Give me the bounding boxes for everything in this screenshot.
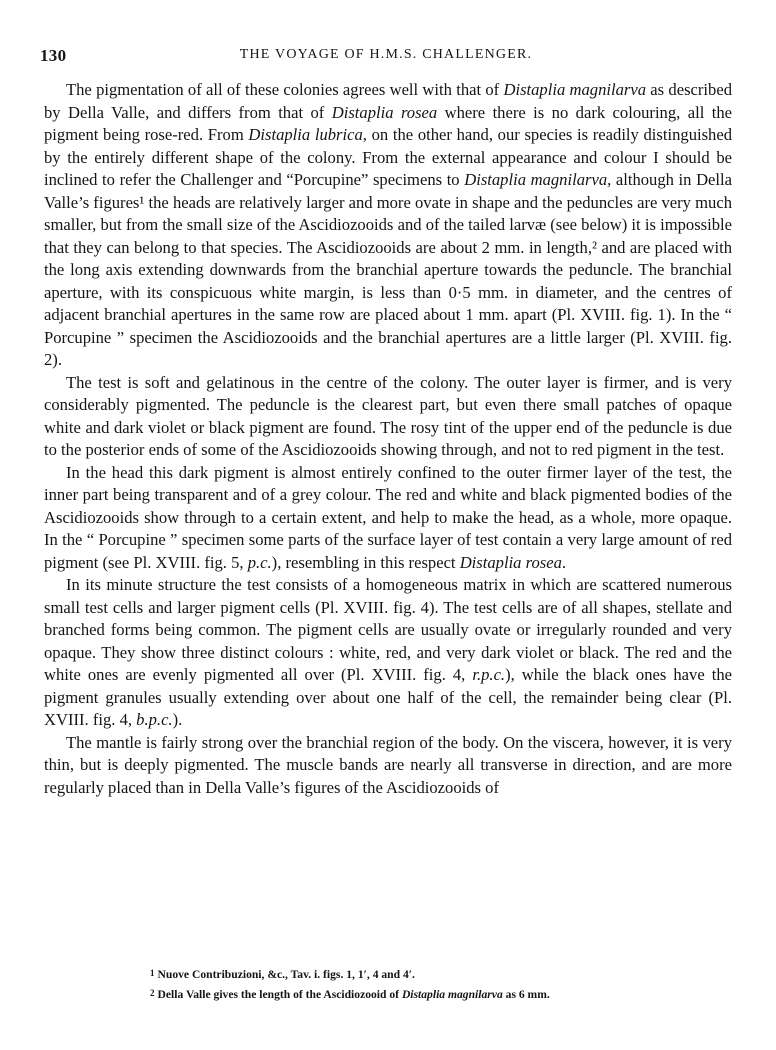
italic-text-segment: Distaplia magnilarva [401, 988, 503, 1001]
italic-text-segment: Distaplia magnilarva [464, 170, 608, 189]
paragraph-head [44, 462, 732, 575]
text-segment: ). [172, 710, 183, 729]
text-segment: In the head this dark pigment is almost entirely confined to the outer firmer layer of the test, the inner part being transparent and of a grey colour. The red and white and black pigmented bodies of the Ascidiozooids show through to a certain extent, and help to make the head, as a whole, more opaque. In the “ Porcupine ” specimen some parts of the surface layer of test contain a very large amount of red pigment (see Pl. XVIII. fig. 5, [44, 462, 732, 572]
text-segment: , although in Della Valle’s figures¹ the heads are relatively larger and more ovate in shape and the peduncles are very much smaller, but from the small size of the Ascidiozooids and of the tailed larvæ (see below) it is impossible that they can belong to that species. The Ascidiozooids are about 2 mm. in length,² and are placed with the long axis extending downwards from the branchial aperture towards the peduncle. The branchial aperture, with its conspicuous white margin, is less than 0·5 mm. in diameter, and the centres of adjacent branchial apertures in the same row are placed about 1 mm. apart (Pl. XVIII. fig. 1). In the “ Porcupine ” specimen the Ascidiozooids and the branchial apertures are a little larger (Pl. XVIII. fig. 2). [44, 170, 733, 369]
italic-text-segment: b.p.c. [136, 710, 173, 729]
text-segment: as 6 mm. [502, 988, 550, 1001]
footnote-1 [150, 964, 710, 984]
text-segment: Nuove Contribuzioni, &c., Tav. i. figs. 1, 1′, 4 and 4′. [157, 968, 415, 981]
italic-text-segment: Distaplia rosea [331, 102, 438, 122]
paragraph-minute-structure [44, 574, 732, 732]
paragraph-mantle [44, 732, 732, 800]
text-segment: The mantle is fairly strong over the branchial region of the body. On the viscera, however, it is very thin, but is deeply pigmented. The muscle bands are nearly all transverse in direction, and are more regularly placed than in Della Valle’s figures of the Ascidiozooids of [44, 732, 732, 797]
italic-text-segment: Distaplia rosea [459, 552, 562, 572]
footnote-2 [150, 984, 710, 1004]
text-segment: . [561, 552, 567, 572]
text-segment: ), while the black ones have the pigment granules usually extending over about one half of the cell, the remainder being clear (Pl. XVIII. fig. 4, [44, 665, 732, 729]
paragraph-pigmentation [44, 79, 732, 372]
italic-text-segment: r.p.c. [472, 665, 506, 684]
text-segment: In its minute structure the test consists of a homogeneous matrix in which are scattered numerous small test cells and larger pigment cells (Pl. XVIII. fig. 4). The test cells are of all shapes, stellate and branched forms being common. The pigment cells are usually ovate or irregularly rounded and very opaque. They show three distinct colours : white, red, and very dark violet or black. The red and the white ones are evenly pigmented all over (Pl. XVIII. fig. 4, [44, 575, 732, 684]
italic-text-segment: Distaplia magnilarva [503, 80, 647, 99]
text-segment: where there is no dark colouring, all the pigment being rose-red. From [44, 102, 732, 144]
italic-text-segment: p.c. [247, 552, 272, 572]
text-segment: Della Valle gives the length of the Ascidiozooid of [157, 988, 402, 1001]
text-segment: , on the other hand, our species is readily distinguished by the entirely different shape of the colony. From the external appearance and colour I should be inclined to refer the Challenger and “Porcupine” specimens to [44, 125, 733, 189]
body-text [44, 79, 732, 799]
text-segment: ), resembling in this respect [271, 552, 460, 572]
page-header [40, 46, 732, 66]
text-segment: as described by Della Valle, and differs from that of [44, 80, 732, 122]
paragraph-test [44, 372, 732, 462]
italic-text-segment: Distaplia lubrica [248, 125, 363, 144]
text-segment: The test is soft and gelatinous in the centre of the colony. The outer layer is firmer, and is very considerably pigmented. The peduncle is the clearest part, but even there small patches of opaque white and dark violet or black pigment are found. The rosy tint of the upper end of the peduncle is due to the posterior ends of some of the Ascidiozooids showing through, and not to red pigment in the test. [44, 372, 732, 459]
footnote-marker: 1 [150, 968, 155, 978]
running-title: THE VOYAGE OF H.M.S. CHALLENGER. [239, 47, 533, 62]
text-segment: The pigmentation of all of these colonies agrees well with that of [66, 80, 504, 99]
page-number: 130 [40, 46, 67, 65]
footnotes [150, 964, 710, 1004]
footnote-marker: 2 [150, 988, 155, 998]
